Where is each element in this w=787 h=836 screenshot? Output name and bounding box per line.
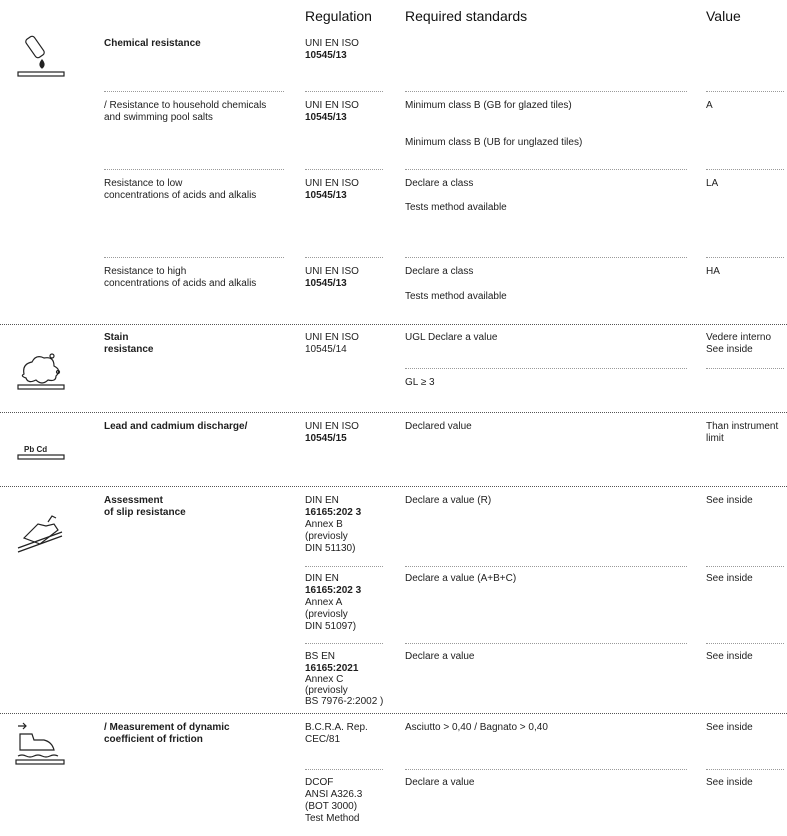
standard-text: Declare a class — [405, 266, 474, 277]
standard-text: Tests method available — [405, 291, 507, 302]
regulation-text: DIN 51130) — [305, 543, 356, 554]
row-label: of slip resistance — [104, 507, 186, 518]
regulation-text: B.C.R.A. Rep. — [305, 722, 368, 733]
row-label: / Measurement of dynamic — [104, 722, 230, 733]
regulation-text: (previosly — [305, 531, 348, 542]
regulation-text: UNI EN ISO — [305, 266, 359, 277]
dynamic-friction-shoe-icon — [14, 722, 66, 766]
row-label: concentrations of acids and alkalis — [104, 278, 257, 289]
slip-resistance-shoe-icon — [14, 512, 66, 556]
regulation-text: Annex C — [305, 674, 344, 685]
row-label: coefficient of friction — [104, 734, 203, 745]
regulation-text: (previosly — [305, 609, 348, 620]
lead-cadmium-label: Pb Cd — [24, 445, 48, 454]
regulation-code: 16165:202 3 — [305, 507, 362, 518]
row-label: resistance — [104, 344, 154, 355]
value-text: HA — [706, 266, 720, 277]
stain-icon — [16, 350, 66, 392]
regulation-code: CEC/81 — [305, 734, 341, 745]
regulation-code: 10545/15 — [305, 433, 347, 444]
standard-text: Tests method available — [405, 202, 507, 213]
standard-text: Declare a value (R) — [405, 495, 492, 506]
section-divider — [0, 713, 787, 714]
regulation-text: DIN 51097) — [305, 621, 357, 632]
value-text: See inside — [706, 651, 753, 662]
header-required-standards: Required standards — [405, 8, 528, 24]
regulation-text: Annex B — [305, 519, 343, 530]
value-text: See inside — [706, 573, 753, 584]
regulation-code: 10545/13 — [305, 278, 347, 289]
regulation-text: Annex A — [305, 597, 343, 608]
value-text: limit — [706, 433, 724, 444]
regulation-code: 10545/13 — [305, 50, 347, 61]
regulation-text: UNI EN ISO — [305, 100, 359, 111]
header-regulation: Regulation — [305, 8, 372, 24]
regulation-code: 16165:202 3 — [305, 585, 362, 596]
standard-text: Declared value — [405, 421, 472, 432]
regulation-text: DCOF — [305, 777, 334, 788]
regulation-text: Test Method — [305, 813, 360, 824]
regulation-text: UNI EN ISO — [305, 38, 359, 49]
regulation-code: 10545/14 — [305, 344, 347, 355]
row-label: Stain — [104, 332, 129, 343]
row-label: concentrations of acids and alkalis — [104, 190, 257, 201]
value-text: LA — [706, 178, 719, 189]
regulation-code: 16165:2021 — [305, 663, 359, 674]
row-label: Resistance to high — [104, 266, 187, 277]
regulation-text: BS EN — [305, 651, 336, 662]
header-value: Value — [706, 8, 741, 24]
standard-text: Declare a value (A+B+C) — [405, 573, 517, 584]
regulation-text: UNI EN ISO — [305, 332, 359, 343]
row-label: and swimming pool salts — [104, 112, 213, 123]
regulation-code: 10545/13 — [305, 112, 347, 123]
standard-text: UGL Declare a value — [405, 332, 498, 343]
standard-text: Declare a class — [405, 178, 474, 189]
standard-text: Asciutto > 0,40 / Bagnato > 0,40 — [405, 722, 548, 733]
standard-text: Minimum class B (GB for glazed tiles) — [405, 100, 572, 111]
test-tube-icon — [16, 34, 66, 80]
standard-text: Declare a value — [405, 651, 475, 662]
section-divider — [0, 324, 787, 325]
section-divider — [0, 486, 787, 487]
lead-cadmium-icon — [16, 442, 66, 462]
regulation-text: UNI EN ISO — [305, 421, 359, 432]
standard-text: Minimum class B (UB for unglazed tiles) — [405, 137, 583, 148]
value-text: See inside — [706, 777, 753, 788]
value-text: A — [706, 100, 713, 111]
row-label: Assessment — [104, 495, 163, 506]
standard-text: Declare a value — [405, 777, 475, 788]
section-divider — [0, 412, 787, 413]
regulation-text: DIN EN — [305, 573, 339, 584]
row-label: / Resistance to household chemicals — [104, 100, 267, 111]
value-text: See inside — [706, 495, 753, 506]
row-label: Chemical resistance — [104, 38, 201, 49]
regulation-text: ANSI A326.3 — [305, 789, 363, 800]
value-text: Vedere interno — [706, 332, 772, 343]
row-label: Lead and cadmium discharge/ — [104, 421, 248, 432]
regulation-text: BS 7976-2:2002 ) — [305, 696, 384, 707]
standard-text: GL ≥ 3 — [405, 377, 435, 388]
regulation-code: 10545/13 — [305, 190, 347, 201]
row-label: Resistance to low — [104, 178, 183, 189]
regulation-text: DIN EN — [305, 495, 339, 506]
regulation-text: (previosly — [305, 685, 348, 696]
value-text: See inside — [706, 722, 753, 733]
regulation-text: UNI EN ISO — [305, 178, 359, 189]
value-text: Than instrument — [706, 421, 779, 432]
regulation-text: (BOT 3000) — [305, 801, 358, 812]
value-text: See inside — [706, 344, 753, 355]
